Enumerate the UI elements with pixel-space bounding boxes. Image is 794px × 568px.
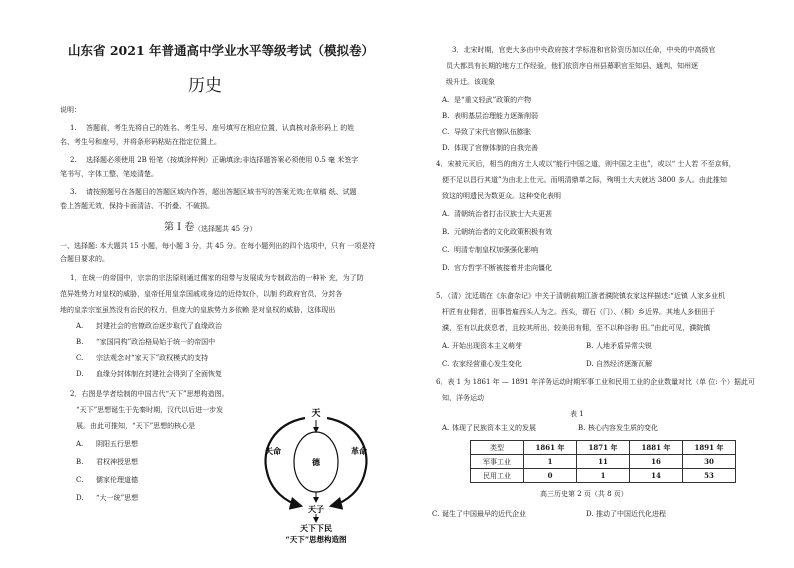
q4-stem: 便不足以昌行其道”为由北上仕元。而明清鼎革之际，殉明士大夫就达 3800 多人。由此推知 [442, 176, 727, 184]
diagram-top: 天 [311, 409, 321, 419]
q5-option-a: 开始出现资本主义萌芽 [452, 342, 522, 350]
q6-option-a-key: A. [442, 424, 450, 432]
diagram-svg [255, 402, 377, 544]
q6-option-d-key: D. [586, 510, 594, 518]
instructions-label: 说明： [60, 106, 81, 114]
q3-option-c-key: C. [442, 128, 450, 136]
q6-stem: 6．表 1 为 1861 年 — 1891 年洋务运动时期军事工业和民用工业的企业数量对比（单 位: 个）据此可 [436, 378, 755, 386]
q4-option-c: 明清专制皇权加强强化影响 [454, 246, 538, 254]
q6-option-b: 核心内容发生质的变化 [588, 424, 658, 432]
section-title: 第 I 卷 [164, 222, 195, 233]
q5-option-b-key: B. [586, 342, 594, 350]
q2-option-b-key: B. [76, 458, 84, 466]
section-desc: 一、选择题: 本大题共 15 小题，每小题 3 分，共 45 分。在每小题列出的四个选项中，只有 一项是符 [60, 242, 376, 250]
subject-title: 历史 [188, 76, 222, 96]
instruction-num-2: 2. [70, 156, 77, 164]
diagram-left: 天命 [265, 446, 281, 456]
q4-option-b: 元朝统治者的文化政策积极有效 [454, 228, 552, 236]
q1-option-c: 宗法观念对“家天下”政权模式的支持 [96, 354, 209, 362]
q2-option-c-key: C. [76, 476, 84, 484]
q3-option-b: 表明基层治理能力逐渐削弱 [454, 112, 538, 120]
instruction-line: 选择题必须使用 2B 铅笔（按填涂样例）正确填涂;非选择题答案必须使用 0.5 毫 米签字 [86, 156, 359, 164]
q5-option-c-key: C. [442, 360, 450, 368]
q3-option-c: 导致了宋代官僚队伍膨胀 [454, 128, 531, 136]
q6-option-b-key: B. [578, 424, 586, 432]
q5-option-c: 农家经营重心发生变化 [452, 360, 522, 368]
table-row [471, 469, 736, 483]
table-header-row [471, 441, 736, 455]
instruction-num-3: 3. [70, 188, 77, 196]
table-cell: 14 [630, 469, 683, 483]
q2-stem: 2．右图是学者绘制的中国古代“天下”思想构造图。 [70, 390, 229, 398]
q6-option-d: 推动了中国近代化进程 [596, 510, 666, 518]
section-subtitle: （选择题共 45 分） [194, 225, 257, 233]
table-cell: 民用工业 [471, 469, 524, 483]
table-cell: 53 [683, 469, 736, 483]
q5-stem: 5．（清）沈廷瑞在《东畬杂记》中关于清朝前期江浙者濮院镇农家这样描述:“近镇 人家多业机 [436, 292, 726, 300]
q5-option-d-key: D. [586, 360, 594, 368]
diagram-bottom: 天下下民 [300, 523, 332, 533]
page-footer: 高三历史第 2 页（共 8 页） [540, 490, 628, 498]
instruction-line: 请按照题号在各题目的答题区域内作答，超出答题区域书写的答案无效;在草稿 纸、试题 [86, 188, 357, 196]
q3-option-a-key: A. [442, 96, 450, 104]
q2-option-b: 君权神授思想 [96, 458, 138, 466]
q1-option-a-key: A. [76, 322, 84, 330]
diagram-center: 德 [312, 457, 320, 467]
tianxia-diagram [255, 402, 377, 544]
q6-stem: 知，洋务运动 [442, 394, 484, 402]
q1-stem: 1．在统一的帝国中，宗亲的宗法原则通过儒家的纽带与发展成为专制政治的一种补 充，为了防 [70, 274, 364, 282]
q3-stem: 3．北宋时期，官吏大多由中央政府按才学标准和官阶资历加以任命，中央的中高级官 [452, 46, 716, 54]
q5-stem: 濮，至有以此获息者，且较其所出，较美田有佣，至不以种谷驹 田。”由此可见，濮院镇 [442, 324, 711, 332]
table-row [471, 455, 736, 469]
instruction-line: 名、考生号和座号，并将条形码粘贴在指定位置上。 [60, 138, 221, 146]
table-header: 1861 年 [524, 441, 577, 455]
q2-option-d-key: D. [76, 494, 84, 502]
q4-option-d: 官方哲学不断被接着并走向僵化 [454, 264, 552, 272]
q1-option-b-key: B. [76, 338, 84, 346]
table-header: 1871 年 [577, 441, 630, 455]
q4-option-c-key: C. [442, 246, 450, 254]
table-cell: 0 [524, 469, 577, 483]
table-cell: 1 [524, 455, 577, 469]
table-cell: 11 [577, 455, 630, 469]
q5-option-d: 自然经济逐渐瓦解 [596, 360, 652, 368]
instruction-num-1: 1. [70, 124, 77, 132]
q1-option-b: “家国同构”政治格局始于统一的帝国中 [96, 338, 216, 346]
exam-title: 山东省 2021 年普通高中学业水平等级考试（模拟卷） [68, 43, 374, 58]
q2-option-a-key: A. [76, 440, 84, 448]
diagram-caption: “天下”思想构造图 [285, 535, 347, 544]
diagram-right: 革命 [351, 446, 367, 456]
q3-option-b-key: B. [442, 112, 450, 120]
instruction-line: 笔书写，字体工整、笔迹清楚。 [60, 170, 158, 178]
q3-option-d-key: D. [442, 144, 450, 152]
q6-option-c-key: C. [432, 510, 440, 518]
q1-option-a: 封建社会的官僚政治逐步取代了血缘政治 [96, 322, 222, 330]
q4-stem: 致这的明遗民为数更众。这种变化表明 [442, 192, 561, 200]
instruction-line: 答题前，考生先将自己的姓名、考生号、座号填写在相应位置，认真核对条形码上 的姓 [86, 124, 355, 132]
q4-option-d-key: D. [442, 264, 450, 272]
table-cell: 30 [683, 455, 736, 469]
q3-stem: 级升迁。该现象 [446, 78, 495, 86]
right-arc [327, 418, 366, 506]
q5-option-b: 人地矛盾异常尖锐 [596, 342, 652, 350]
table-cell: 军事工业 [471, 455, 524, 469]
q4-option-a-key: A. [442, 210, 450, 218]
table-caption: 表 1 [570, 410, 584, 418]
q4-option-b-key: B. [442, 228, 450, 236]
instruction-line: 卷上答题无效，保持卡面清洁、不折叠、不破损。 [60, 202, 214, 210]
q6-option-c: 诞生了中国最早的近代企业 [442, 510, 526, 518]
table-header: 1881 年 [630, 441, 683, 455]
diagram-lower: 天子 [308, 504, 324, 514]
q5-option-a-key: A. [442, 342, 450, 350]
section-desc: 合题目要求的。 [60, 255, 109, 263]
q1-stem: 地的皇亲宗室虽然没有治民的权力，但庞大的皇族势力多依赖 是对皇权的威胁，这体现出 [60, 306, 336, 314]
table-cell: 16 [630, 455, 683, 469]
q2-stem: “天下”思想诞生于先秦时期，汉代以后进一步发 [76, 406, 224, 414]
table-header: 类型 [471, 441, 524, 455]
q2-stem: 展。由此可推知，“天下”思想的核心是 [76, 422, 196, 430]
q3-option-a: 是“重文轻武”政策的产物 [454, 96, 532, 104]
q5-stem: 杆匠有业佣者，田事皆雇西头人为之。西头，谓石（门）、（桐）乡近界。其地人多佃田于 [442, 308, 715, 316]
left-arc [266, 418, 305, 506]
q1-option-d: 血缘分封体制在封建社会得到了全面恢复 [96, 370, 222, 378]
q2-option-a: 阴阳五行思想 [96, 440, 138, 448]
q1-option-c-key: C. [76, 354, 84, 362]
q2-option-d: “大一统”思想 [96, 494, 139, 502]
q4-option-a: 清朝统治者打击汉族士大夫更甚 [454, 210, 552, 218]
table-cell: 1 [577, 469, 630, 483]
q1-option-d-key: D. [76, 370, 84, 378]
q4-stem: 4．宋被元灭后，相当的南方士人或以“能行中国之道，则中国之主也”，或以“ 士人若 不至京师， [436, 160, 736, 168]
q1-stem: 范异姓势力对皇权的威胁，皇帝任用皇亲国戚或身边的近侍奴仆，以制 约政府官员，分封各 [60, 290, 343, 298]
q6-option-a: 体现了民族资本主义的发展 [452, 424, 536, 432]
q2-option-c: 儒家伦理道德 [96, 476, 138, 484]
q3-stem: 员大都具有长期的地方工作经验，他们依资序自州县幕职官至知县、通判、知州逐 [446, 62, 698, 70]
enterprise-table [470, 440, 736, 483]
table-header: 1891 年 [683, 441, 736, 455]
q3-option-d: 体现了官僚体制的自我完善 [454, 144, 538, 152]
